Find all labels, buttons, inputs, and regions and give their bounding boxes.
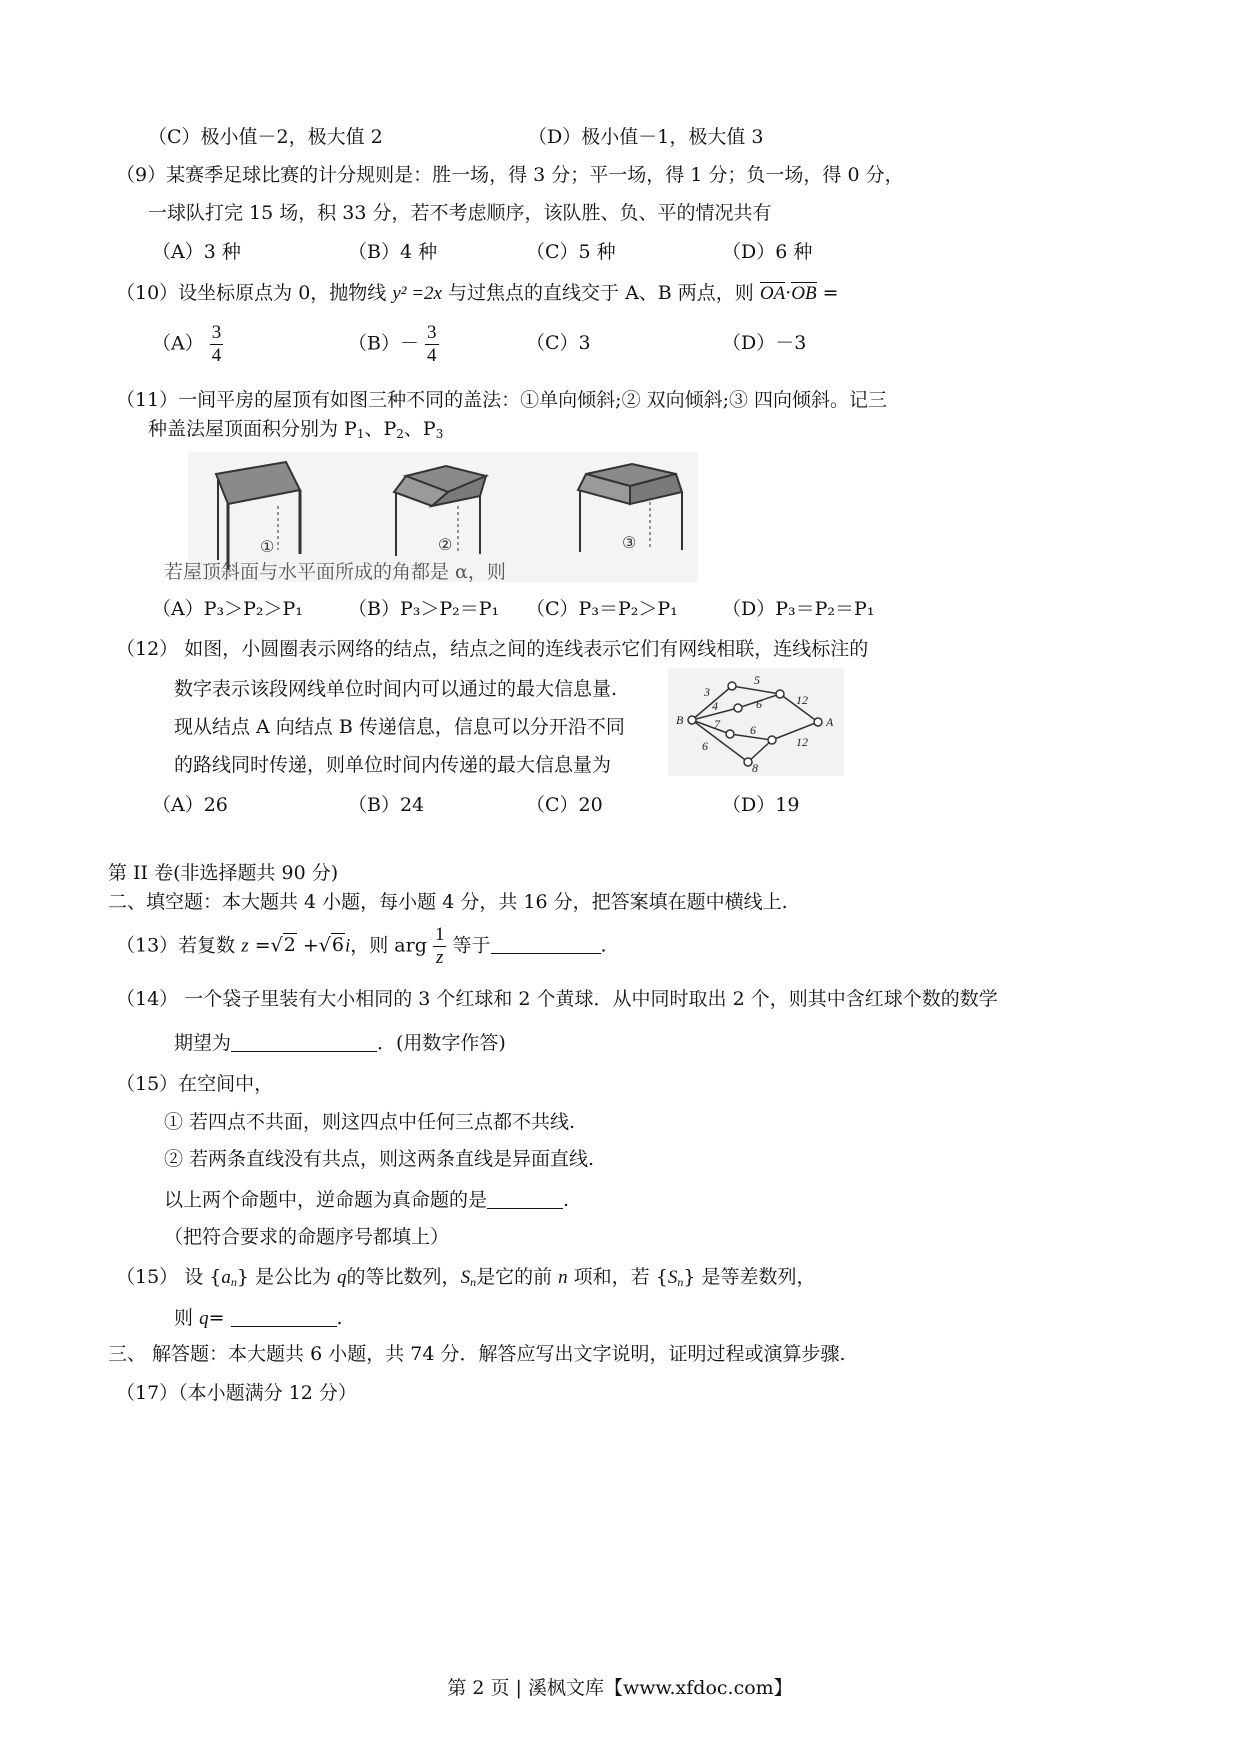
q12-stem-line2: 数字表示该段网线单位时间内可以通过的最大信息量. xyxy=(174,678,618,700)
q14-stem-line1: （14） 一个袋子里装有大小相同的 3 个红球和 2 个黄球．从中同时取出 2 个，则其中含红球个数的数学 xyxy=(116,988,998,1010)
q9-option-b: （B）4 种 xyxy=(348,241,438,263)
q11-stem-line2: 种盖法屋顶面积分别为 $P_1$、$P_2$、$P_3$ xyxy=(148,418,444,441)
q10-prefix: （10）设坐标原点为 0，抛物线 xyxy=(116,282,387,304)
q13-prefix: （13）若复数 xyxy=(116,934,236,957)
q12-option-a: （A）26 xyxy=(152,794,228,816)
q10-dot: · xyxy=(785,282,792,304)
q13-z: z xyxy=(241,935,249,957)
q10-option-b-label: （B）－ xyxy=(348,332,419,355)
section3-heading: 三、 解答题：本大题共 6 小题，共 74 分．解答应写出文字说明，证明过程或演算步骤. xyxy=(108,1343,846,1365)
section2-heading: 二、填空题：本大题共 4 小题，每小题 4 分，共 16 分，把答案填在题中横线上. xyxy=(108,891,788,913)
q13-sqrt6: 6 xyxy=(331,934,344,957)
network-graph xyxy=(668,668,844,776)
node-b xyxy=(688,716,696,724)
q13-fraction xyxy=(433,924,447,969)
q14-line2-suffix: ．(用数字作答) xyxy=(377,1032,506,1054)
q15b-s-subscript: n xyxy=(470,1275,477,1289)
q15b-answer-blank[interactable] xyxy=(231,1308,337,1327)
q15b-a-subscript: n xyxy=(230,1275,237,1289)
q15b-s2-subscript: n xyxy=(677,1275,684,1289)
q13-suffix: 等于 xyxy=(452,934,491,957)
q10-vector-oa: OA xyxy=(759,283,786,304)
q15b-part5: 项和，若 { xyxy=(573,1266,668,1288)
node-a xyxy=(814,718,822,726)
q10-option-a-fraction xyxy=(210,322,224,367)
node-label-b: B xyxy=(676,713,684,727)
q11-option-b: （B）P₃＞P₂＝P₁ xyxy=(348,598,500,620)
q9-stem-line1: （9）某赛季足球比赛的计分规则是：胜一场，得 3 分；平一场，得 1 分；负一场，得 0 分， xyxy=(116,164,904,186)
q14-line2-prefix: 期望为 xyxy=(174,1032,232,1054)
edge-label: 6 xyxy=(702,739,708,753)
q11-stem-line3: 若屋顶斜面与水平面所成的角都是 α，则 xyxy=(164,561,506,583)
q11-option-a: （A）P₃＞P₂＞P₁ xyxy=(152,598,303,620)
q8-option-d: （D）极小值－1，极大值 3 xyxy=(528,126,764,148)
q10-option-a xyxy=(152,322,223,367)
q15b-line2-q: q xyxy=(199,1308,209,1329)
q15b-part3: 的等比数列， xyxy=(346,1266,461,1288)
q12-option-c: （C）20 xyxy=(526,794,603,816)
q11-stem-line2-text: 种盖法屋顶面积分别为 P xyxy=(148,418,357,440)
q10-vector-ob: OB xyxy=(791,283,817,304)
q13-plus: + xyxy=(302,934,319,957)
q9-option-d: （D）6 种 xyxy=(722,241,813,263)
q11-stem-line1: （11）一间平房的屋顶有如图三种不同的盖法：①单向倾斜;② 双向倾斜;③ 四向倾斜。记三 xyxy=(116,389,888,411)
q13-answer-blank[interactable] xyxy=(491,935,601,954)
q12-option-b: （B）24 xyxy=(348,794,425,816)
q10-option-d: （D）－3 xyxy=(722,332,807,354)
q10-stem xyxy=(116,282,839,305)
node xyxy=(768,736,776,744)
q14-answer-blank[interactable] xyxy=(231,1033,377,1052)
edge-label: 7 xyxy=(714,717,720,731)
q15b-n: n xyxy=(558,1267,568,1288)
q11-option-d: （D）P₃＝P₂＝P₁ xyxy=(722,598,875,620)
sqrt-sign-2: √ xyxy=(270,934,283,957)
q10-option-b-denominator: 4 xyxy=(427,344,437,366)
q15b-s2: S xyxy=(667,1267,678,1288)
q15a-stem-line4 xyxy=(164,1190,569,1210)
q15a-stem-line1: （15）在空间中， xyxy=(116,1073,274,1095)
q13-fraction-numerator: 1 xyxy=(434,924,445,945)
q15b-part1: （15） 设 { xyxy=(116,1266,222,1288)
node xyxy=(744,758,752,766)
q12-stem-line3: 现从结点 A 向结点 B 传递信息，信息可以分开沿不同 xyxy=(174,716,625,738)
q15b-s: S xyxy=(460,1267,471,1288)
q10-parabola-equation: y² =2x xyxy=(392,283,442,304)
roof-figure-3-label: ③ xyxy=(622,533,637,552)
q15b-part4: 是它的前 xyxy=(476,1266,553,1288)
q15a-proposition-1: ① 若四点不共面，则这四点中任何三点都不共线. xyxy=(164,1111,576,1133)
sqrt-sign-6: √ xyxy=(318,934,331,957)
edge-label: 4 xyxy=(712,699,718,713)
q15b-line2-equals: = xyxy=(208,1307,225,1329)
q12-stem-line1: （12） 如图，小圆圈表示网络的结点，结点之间的连线表示它们有网线相联，连线标注的 xyxy=(116,638,869,660)
q13-i: i xyxy=(344,935,351,957)
q15a-line4-prefix: 以上两个命题中，逆命题为真命题的是 xyxy=(164,1189,488,1211)
q15a-line4-suffix: . xyxy=(563,1189,570,1211)
q11-option-c: （C）P₃＝P₂＞P₁ xyxy=(526,598,678,620)
q13-stem xyxy=(116,924,607,969)
q9-option-c: （C）5 种 xyxy=(526,241,616,263)
q9-option-a: （A）3 种 xyxy=(152,241,241,263)
roof-figure-2-label: ② xyxy=(438,535,453,554)
q15a-stem-line5: （把符合要求的命题序号都填上） xyxy=(164,1226,450,1248)
node xyxy=(734,704,742,712)
edge-label: 12 xyxy=(796,735,808,749)
q10-option-b-fraction xyxy=(425,322,439,367)
q15b-part2: } 是公比为 xyxy=(236,1266,331,1288)
node xyxy=(728,682,736,690)
q15b-stem-line2 xyxy=(174,1308,343,1328)
q13-sqrt2: 2 xyxy=(283,934,296,957)
q9-stem-line2: 一球队打完 15 场，积 33 分，若不考虑顺序，该队胜、负、平的情况共有 xyxy=(148,202,772,224)
q10-option-a-label: （A） xyxy=(152,332,204,355)
edge-label: 6 xyxy=(750,723,756,737)
edge-label: 8 xyxy=(752,761,758,775)
q12-option-d: （D）19 xyxy=(722,794,800,816)
node-label-a: A xyxy=(826,715,834,729)
q10-option-a-numerator: 3 xyxy=(211,322,222,343)
roof-figure-1-label: ① xyxy=(260,537,275,556)
q13-mid: ，则 arg xyxy=(350,934,427,957)
q13-end: . xyxy=(600,934,607,957)
edge-label: 5 xyxy=(754,673,760,687)
q15b-q: q xyxy=(337,1267,347,1288)
q10-option-a-denominator: 4 xyxy=(211,344,222,366)
q13-equals: = xyxy=(254,934,271,957)
q10-option-c: （C）3 xyxy=(526,332,591,354)
q15b-a: a xyxy=(221,1267,231,1288)
q15a-answer-blank[interactable] xyxy=(487,1190,563,1209)
part2-title: 第 II 卷(非选择题共 90 分) xyxy=(108,862,339,884)
q15b-line2-prefix: 则 xyxy=(174,1307,194,1329)
q10-option-b xyxy=(348,322,439,367)
edge-label: 3 xyxy=(704,685,710,699)
q15a-proposition-2: ② 若两条直线没有共点，则这两条直线是异面直线. xyxy=(164,1148,595,1170)
node xyxy=(776,690,784,698)
q15b-stem-line1 xyxy=(116,1268,815,1288)
q12-stem-line4: 的路线同时传递，则单位时间内传递的最大信息量为 xyxy=(174,754,612,776)
q10-option-b-numerator: 3 xyxy=(427,322,437,343)
q15b-part6: } 是等差数列， xyxy=(683,1266,816,1288)
node xyxy=(726,730,734,738)
q8-option-c: （C）极小值－2，极大值 2 xyxy=(148,126,383,148)
q10-suffix: = xyxy=(822,282,839,304)
page-footer: 第 2 页 | 溪枫文库【www.xfdoc.com】 xyxy=(447,1677,793,1699)
edge-label: 12 xyxy=(796,693,808,707)
q14-stem-line2 xyxy=(174,1033,506,1053)
q13-fraction-denominator: z xyxy=(435,946,444,968)
q17-heading: （17）（本小题满分 12 分） xyxy=(116,1382,357,1404)
edge-label: 6 xyxy=(756,697,762,711)
q10-mid: 与过焦点的直线交于 A、B 两点，则 xyxy=(448,282,754,304)
q15b-line2-suffix: . xyxy=(336,1307,343,1329)
